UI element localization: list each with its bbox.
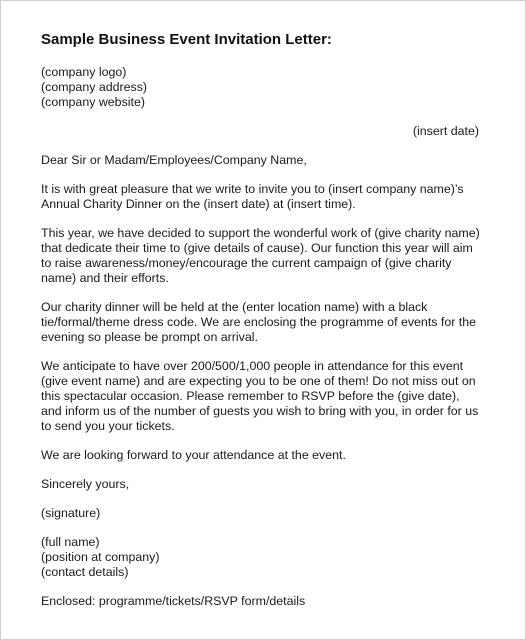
paragraph-line: tie/formal/theme dress code. We are enclosing the programme of events for the xyxy=(41,315,477,329)
paragraph-line: Annual Charity Dinner on the (insert date) at (insert time). xyxy=(41,197,356,211)
document-title: Sample Business Event Invitation Letter: xyxy=(41,31,332,48)
paragraph-line: that dedicate their time to (give details of cause). Our function this year will aim xyxy=(41,241,473,255)
signature-placeholder: (signature) xyxy=(41,506,101,520)
salutation: Dear Sir or Madam/Employees/Company Name, xyxy=(41,153,307,167)
paragraph-line: This year, we have decided to support the wonderful work of (give charity name) xyxy=(41,226,480,240)
paragraph-charity xyxy=(41,226,501,286)
paragraph-line: this spectacular occasion. Please remember to RSVP before the (give date), xyxy=(41,389,460,403)
paragraph-attendance xyxy=(41,359,501,434)
paragraph-line: It is with great pleasure that we write to invite you to (insert company name)’s xyxy=(41,182,464,196)
company-website-line: (company website) xyxy=(41,95,145,109)
letter-body xyxy=(41,31,501,623)
paragraph-invitation xyxy=(41,182,501,212)
full-name-line: (full name) xyxy=(41,535,100,549)
paragraph-line: We anticipate to have over 200/500/1,000 people in attendance for this event xyxy=(41,359,464,373)
paragraph-line: Our charity dinner will be held at the (enter location name) with a black xyxy=(41,300,428,314)
paragraph-line: evening so please be prompt on arrival. xyxy=(41,330,258,344)
insert-date: (insert date) xyxy=(412,124,479,138)
contact-block xyxy=(41,535,501,580)
company-block xyxy=(41,65,501,110)
paragraph-looking-forward: We are looking forward to your attendance at the event. xyxy=(41,448,346,462)
contact-details-line: (contact details) xyxy=(41,565,129,579)
position-line: (position at company) xyxy=(41,550,160,564)
paragraph-venue xyxy=(41,300,501,345)
paragraph-line: and inform us of the number of guests you wish to bring with you, in order for us xyxy=(41,404,479,418)
company-logo-line: (company logo) xyxy=(41,65,127,79)
closing: Sincerely yours, xyxy=(41,477,130,491)
paragraph-line: to raise awareness/money/encourage the current campaign of (give charity xyxy=(41,256,452,270)
company-address-line: (company address) xyxy=(41,80,148,94)
enclosed-line: Enclosed: programme/tickets/RSVP form/details xyxy=(41,594,306,608)
paragraph-line: (give event name) and are expecting you to be one of them! Do not miss out on xyxy=(41,374,476,388)
paragraph-line: to send you your tickets. xyxy=(41,419,175,433)
paragraph-line: name) and their efforts. xyxy=(41,271,169,285)
